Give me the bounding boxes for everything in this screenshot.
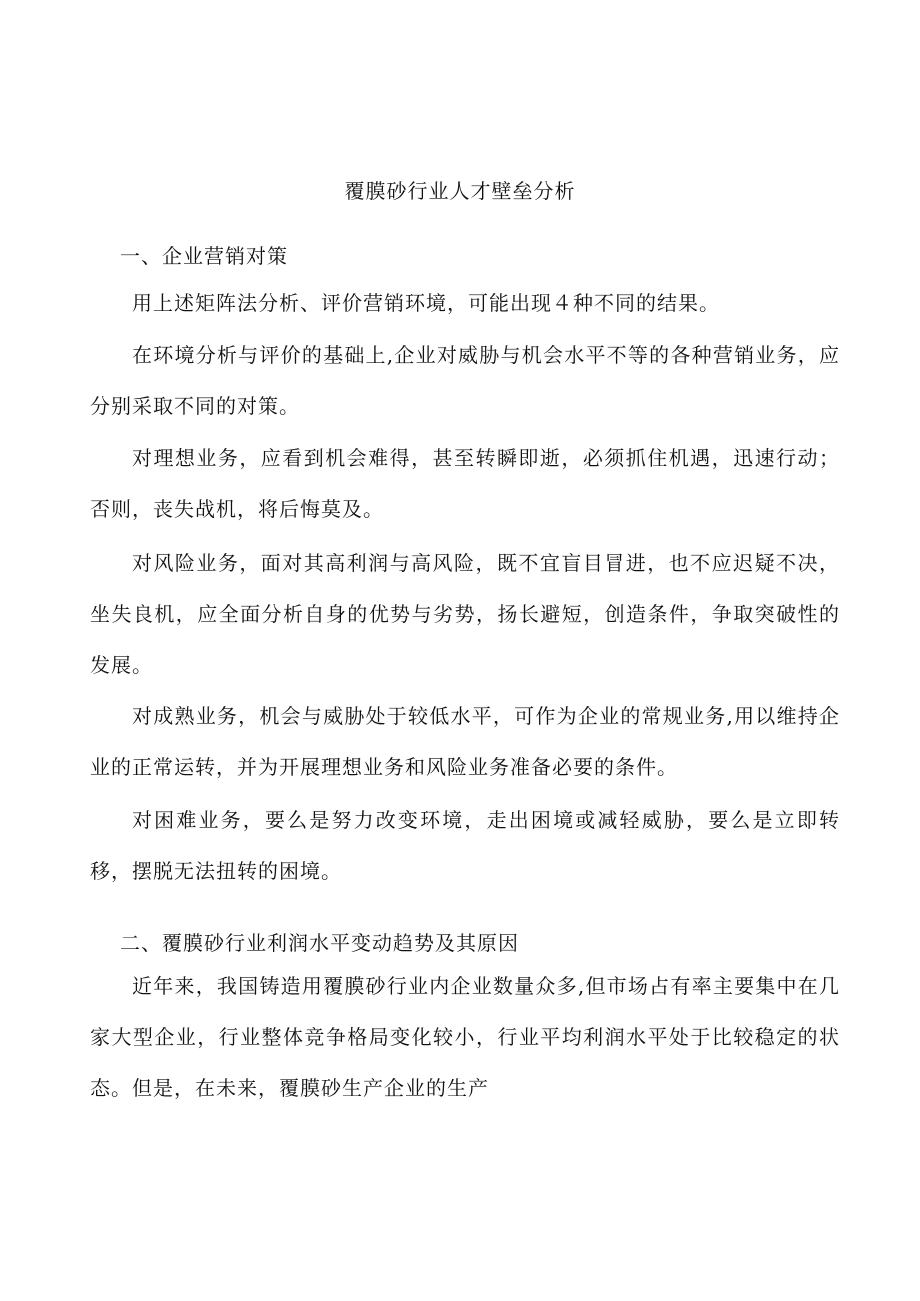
paragraph: 对理想业务，应看到机会难得，甚至转瞬即逝，必须抓住机遇，迅速行动；否则，丧失战机，将后悔莫及。 (90, 446, 840, 521)
paragraph: 用上述矩阵法分析、评价营销环境，可能出现４种不同的结果。 (132, 291, 720, 315)
paragraph: 对困难业务，要么是努力改变环境，走出困境或减轻威胁，要么是立即转移，摆脱无法扭转的困境。 (90, 808, 840, 883)
paragraph: 对成熟业务，机会与威胁处于较低水平，可作为企业的常规业务,用以维持企业的正常运转，并为开展理想业务和风险业务准备必要的条件。 (90, 704, 840, 779)
paragraph: 近年来，我国铸造用覆膜砂行业内企业数量众多,但市场占有率主要集中在几家大型企业，行业整体竞争格局变化较小，行业平均利润水平处于比较稳定的状态。但是，在未来，覆膜砂生产企业的生产 (90, 974, 840, 1100)
section-heading-2: 二、覆膜砂行业利润水平变动趋势及其原因 (120, 931, 519, 955)
paragraph: 在环境分析与评价的基础上,企业对威胁与机会水平不等的各种营销业务，应分别采取不同的对策。 (90, 343, 840, 418)
section-heading-1: 一、企业营销对策 (120, 244, 288, 268)
document-title: 覆膜砂行业人才壁垒分析 (344, 179, 576, 203)
paragraph: 对风险业务，面对其高利润与高风险，既不宜盲目冒进，也不应迟疑不决，坐失良机，应全面分析自身的优势与劣势，扬长避短，创造条件，争取突破性的发展。 (90, 551, 840, 677)
